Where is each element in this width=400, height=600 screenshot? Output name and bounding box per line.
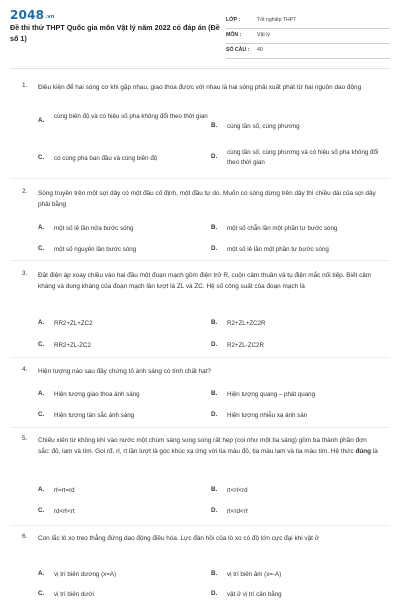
- option-text: rt<rℓ<rd: [227, 487, 248, 494]
- option-text: vị trí biên dương (x=A): [54, 571, 117, 578]
- question-text: Đặt điện áp xoay chiều vào hai đầu một đoạn mạch gồm điện trở R, cuộn cảm thuần và tụ điện mắc nối tiếp. Biết cảm kháng và dung kháng của đoạn mạch lần lượt là ZL và ZC. Hệ số công suất của đoạn mạch là: [38, 272, 372, 290]
- option-letter: C.: [38, 341, 45, 348]
- option-letter: A.: [38, 117, 45, 124]
- question-text: Hiện tượng nào sau đây chứng tỏ ánh sáng có tính chất hạt?: [38, 368, 211, 375]
- question-text-part: Chiếu xiên từ không khí vào nước một chùm sáng song song rất hẹp (coi như một tia sáng) gồm ba thành phần đơn sắc: đỏ, lam và tím. Gọi rđ, rl, rt lần lượt là góc khúc xạ ứng với tia màu đỏ, tia màu lam và tia màu tím. Hệ thức: [38, 437, 367, 455]
- option-text: Hiện tượng tán sắc ánh sáng: [54, 412, 135, 419]
- option-text: RR2+ZL+ZC2: [54, 320, 93, 327]
- logo-brand: 2048: [10, 8, 45, 22]
- option-letter: B.: [211, 390, 218, 397]
- option-text: Hiện tượng quang – phát quang: [227, 391, 316, 398]
- question-separator: [10, 357, 390, 358]
- option-text: Hiện tượng nhiễu xạ ánh sán: [227, 412, 308, 419]
- question-number: 3.: [22, 270, 28, 277]
- option-text: một số nguyên lần bước sóng: [54, 246, 137, 253]
- option-letter: C.: [38, 245, 45, 252]
- site-logo[interactable]: [10, 8, 55, 22]
- meta-row-grade: [226, 14, 390, 29]
- question-number: 5.: [22, 435, 28, 442]
- option-letter: C.: [38, 590, 45, 597]
- option-letter: A.: [38, 319, 45, 326]
- option-text: một số lẻ lần nửa bước sóng: [54, 225, 134, 232]
- option-letter: B.: [211, 570, 218, 577]
- option-letter: B.: [211, 319, 218, 326]
- meta-key: SỐ CÂU :: [226, 47, 250, 53]
- option-text: R2+ZL+ZC2R: [227, 320, 266, 327]
- option-letter: C.: [38, 411, 45, 418]
- question-text: Con lắc lò xo treo thẳng đứng dao động điều hòa. Lực đàn hồi của lò xo có độ lớn cực đại khi vật ở: [38, 535, 319, 542]
- option-letter: A.: [38, 390, 45, 397]
- option-text: vị trí biên dưới: [54, 591, 94, 598]
- exam-meta: [226, 14, 390, 59]
- question-text: Điều kiện để hai sóng cơ khi gặp nhau, giao thoa được với nhau là hai sóng phải xuất phát từ hai nguồn dao động: [38, 84, 362, 91]
- option-letter: D.: [211, 245, 218, 252]
- question-text-part: là: [371, 448, 378, 455]
- option-text: một số chẵn lần một phần tư bước sóng: [227, 225, 338, 232]
- meta-key: MÔN :: [226, 32, 242, 38]
- option-text: R2+ZL-ZC2R: [227, 342, 264, 349]
- option-letter: B.: [211, 486, 218, 493]
- header-divider: [10, 68, 390, 69]
- option-letter: A.: [38, 224, 45, 231]
- option-text: vật ở vị trí cân bằng: [227, 591, 282, 598]
- option-letter: D.: [211, 153, 218, 160]
- question-text: Sóng truyền trên một sợi dây có một đầu cố định, một đầu tự do. Muốn có sóng dừng trên dây thì chiều dài của sợi dây phải bằng: [38, 190, 376, 208]
- question-separator: [10, 178, 390, 179]
- option-text: Hiện tượng giao thoa ánh sáng: [54, 391, 140, 398]
- page-header: [0, 0, 400, 68]
- option-letter: C.: [38, 507, 45, 514]
- option-text: RR2+ZL-ZC2: [54, 342, 91, 349]
- option-text: cùng biên độ và có hiệu số pha không đổi theo thời gian: [54, 113, 208, 120]
- option-letter: D.: [211, 507, 218, 514]
- question-emphasis: đúng: [355, 448, 372, 455]
- option-letter: D.: [211, 341, 218, 348]
- question-number: 4.: [22, 366, 28, 373]
- option-text: cùng tần số, cùng phương: [227, 123, 300, 130]
- meta-value: Tốt nghiệp THPT: [257, 17, 297, 23]
- option-text: có cùng pha ban đầu và cùng biên độ: [54, 155, 158, 162]
- option-text: rd<rℓ<rt: [54, 508, 75, 515]
- option-letter: A.: [38, 486, 45, 493]
- logo-suffix: .vn: [45, 14, 55, 20]
- question-separator: [10, 260, 390, 261]
- option-letter: D.: [211, 411, 218, 418]
- option-letter: C.: [38, 154, 45, 161]
- option-letter: D.: [211, 590, 218, 597]
- option-letter: B.: [211, 224, 218, 231]
- question-text: [38, 435, 380, 457]
- option-letter: A.: [38, 570, 45, 577]
- meta-key: LỚP :: [226, 17, 241, 23]
- meta-value: 40: [257, 47, 263, 53]
- meta-value: Vật lý: [257, 32, 270, 38]
- option-text: một số lẻ lần một phần tư bước sóng: [227, 246, 329, 253]
- meta-row-subject: [226, 29, 390, 44]
- option-text: rt<rd<rℓ: [227, 508, 248, 515]
- question-number: 1.: [22, 82, 28, 89]
- exam-title: Đề thi thử THPT Quốc gia môn Vật lý năm 2022 có đáp án (Đề số 1): [10, 23, 220, 43]
- option-letter: B.: [211, 122, 218, 129]
- option-text: rℓ=rt=rd: [54, 487, 75, 494]
- question-separator: [10, 525, 390, 526]
- question-number: 2.: [22, 188, 28, 195]
- question-number: 6.: [22, 533, 28, 540]
- option-text: vị trí biên âm (x=-A): [227, 571, 282, 578]
- option-text: cùng tần số, cùng phương và có hiệu số pha không đổi theo thời gian: [227, 149, 379, 166]
- question-separator: [10, 427, 390, 428]
- meta-row-count: [226, 44, 390, 59]
